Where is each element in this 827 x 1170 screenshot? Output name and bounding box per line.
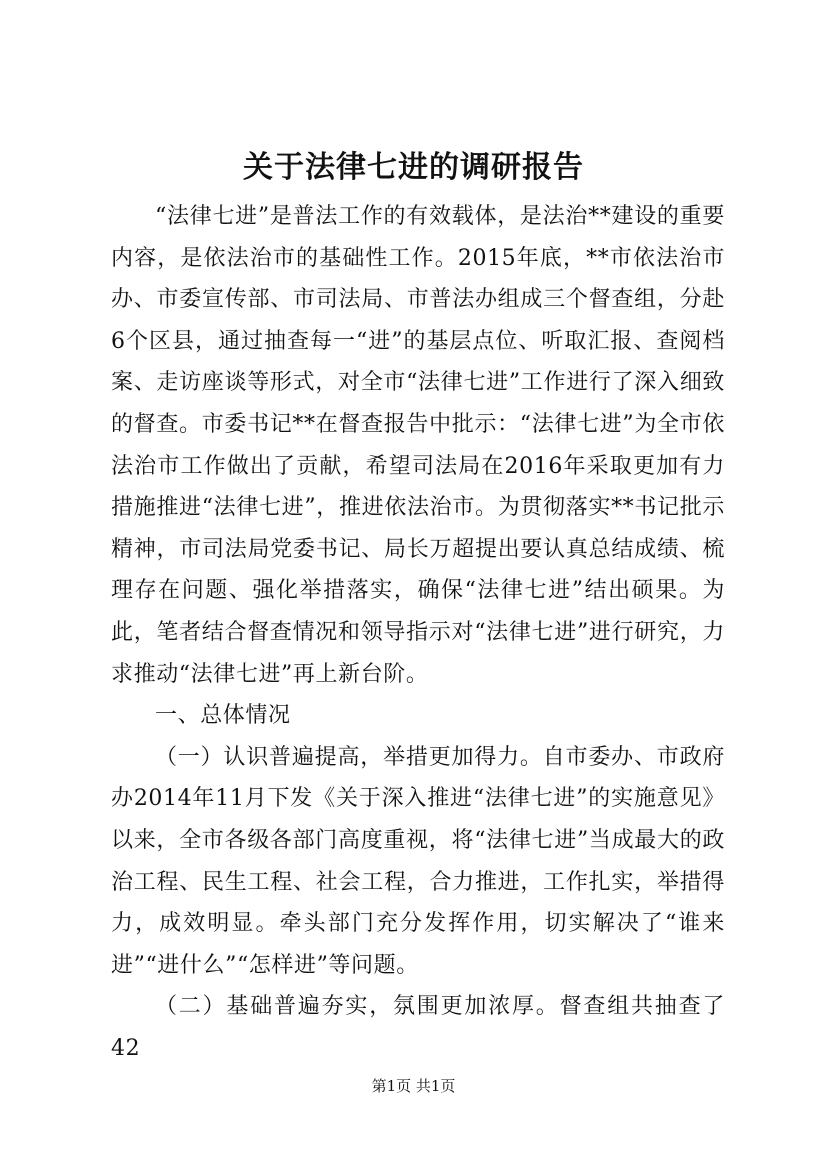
paragraph-point-one: （一）认识普遍提高，举措更加得力。自市委办、市政府办2014年11月下发《关于深入推进“法律七进”的实施意见》以来，全市各级各部门高度重视，将“法律七进”当成最大的政治工程、民生工程、社会工程，合力推进，工作扎实，举措得力，成效明显。牵头部门充分发挥作用，切实解决了“谁来进”“进什么”“怎样进”等问题。 (111, 744, 725, 978)
document-body (111, 196, 725, 1069)
document-title: 关于法律七进的调研报告 (243, 150, 584, 185)
paragraph-point-two: （二）基础普遍夯实，氛围更加浓厚。督查组共抽查了42 (111, 994, 725, 1061)
page-footer: 第1页 共1页 (371, 1077, 456, 1095)
section-heading-overview: 一、总体情况 (155, 703, 291, 729)
paragraph-intro: “法律七进”是普法工作的有效载体，是法治**建设的重要内容，是依法治市的基础性工作。2015年底，**市依法治市办、市委宣传部、市司法局、市普法办组成三个督查组，分赴6个区县，通过抽查每一“进”的基层点位、听取汇报、查阅档案、走访座谈等形式，对全市“法律七进”工作进行了深入细致的督查。市委书记**在督查报告中批示：“法律七进”为全市依法治市工作做出了贡献，希望司法局在2016年采取更加有力措施推进“法律七进”，推进依法治市。为贯彻落实**书记批示精神，市司法局党委书记、局长万超提出要认真总结成绩、梳理存在问题、强化举措落实，确保“法律七进”结出硕果。为此，笔者结合督查情况和领导指示对“法律七进”进行研究，力求推动“法律七进”再上新台阶。 (111, 204, 725, 687)
